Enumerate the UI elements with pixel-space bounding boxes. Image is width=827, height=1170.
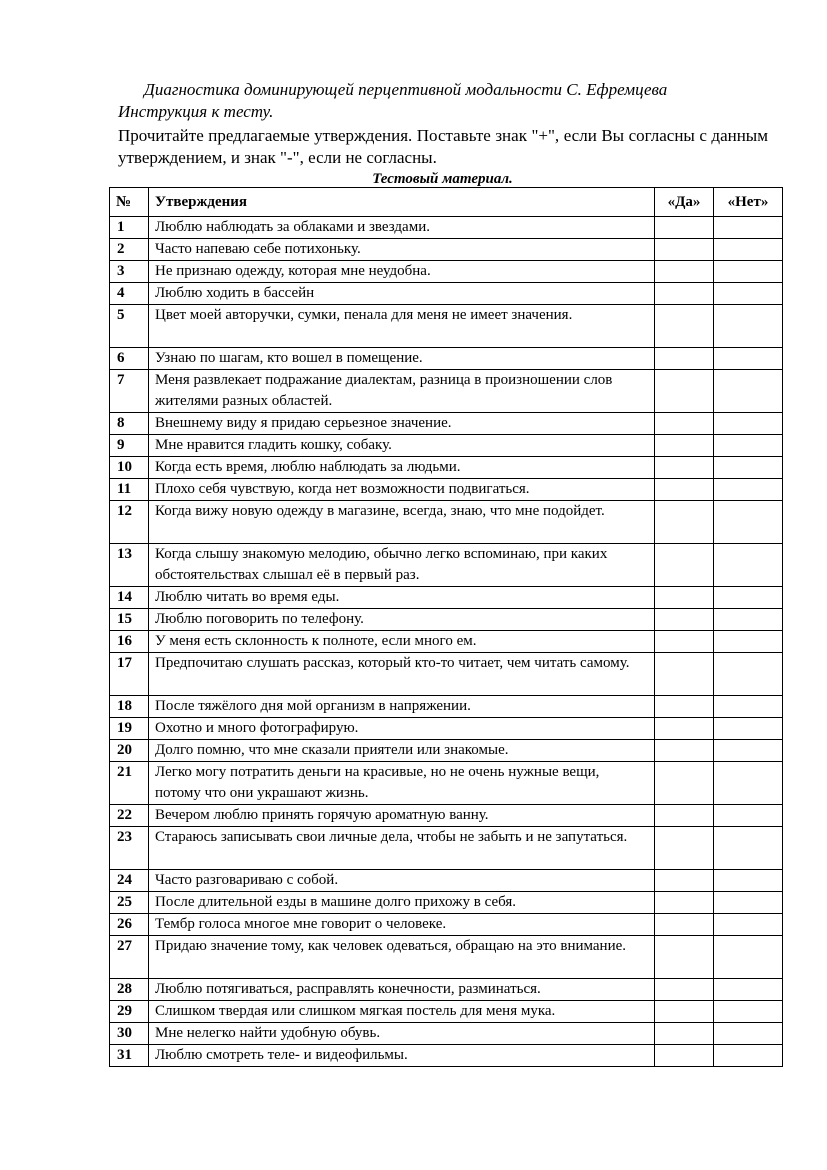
table-row <box>110 413 783 435</box>
table-row <box>110 1023 783 1045</box>
table-row <box>110 631 783 653</box>
row-number: 18 <box>110 696 149 718</box>
answer-no-cell[interactable] <box>714 457 783 479</box>
row-number: 27 <box>110 936 149 979</box>
row-number: 8 <box>110 413 149 435</box>
row-number: 24 <box>110 870 149 892</box>
table-body <box>110 217 783 1067</box>
table-row <box>110 1001 783 1023</box>
row-statement: Плохо себя чувствую, когда нет возможности подвигаться. <box>149 479 655 501</box>
row-number: 12 <box>110 501 149 544</box>
row-number: 6 <box>110 348 149 370</box>
answer-no-cell[interactable] <box>714 870 783 892</box>
row-number: 23 <box>110 827 149 870</box>
answer-no-cell[interactable] <box>714 609 783 631</box>
row-statement: Узнаю по шагам, кто вошел в помещение. <box>149 348 655 370</box>
answer-yes-cell[interactable] <box>655 239 714 261</box>
answer-no-cell[interactable] <box>714 587 783 609</box>
answer-yes-cell[interactable] <box>655 827 714 870</box>
questionnaire-table <box>109 187 783 1067</box>
answer-yes-cell[interactable] <box>655 1045 714 1067</box>
row-statement: Долго помню, что мне сказали приятели или знакомые. <box>149 740 655 762</box>
answer-yes-cell[interactable] <box>655 1001 714 1023</box>
table-caption: Тестовый материал. <box>372 171 513 187</box>
answer-no-cell[interactable] <box>714 740 783 762</box>
row-statement: У меня есть склонность к полноте, если много ем. <box>149 631 655 653</box>
answer-yes-cell[interactable] <box>655 479 714 501</box>
table-row <box>110 457 783 479</box>
row-statement: После тяжёлого дня мой организм в напряжении. <box>149 696 655 718</box>
table-row <box>110 762 783 805</box>
table-row <box>110 740 783 762</box>
row-statement: После длительной езды в машине долго прихожу в себя. <box>149 892 655 914</box>
row-statement: Стараюсь записывать свои личные дела, чтобы не забыть и не запутаться. <box>149 827 655 870</box>
row-statement: Легко могу потратить деньги на красивые, но не очень нужные вещи, потому что они украшают жизнь. <box>149 762 655 805</box>
answer-no-cell[interactable] <box>714 1045 783 1067</box>
table-row <box>110 544 783 587</box>
answer-no-cell[interactable] <box>714 805 783 827</box>
table-row <box>110 479 783 501</box>
row-number: 31 <box>110 1045 149 1067</box>
table-row <box>110 261 783 283</box>
row-statement: Охотно и много фотографирую. <box>149 718 655 740</box>
answer-no-cell[interactable] <box>714 261 783 283</box>
row-statement: Когда есть время, люблю наблюдать за людьми. <box>149 457 655 479</box>
answer-no-cell[interactable] <box>714 827 783 870</box>
answer-no-cell[interactable] <box>714 283 783 305</box>
answer-yes-cell[interactable] <box>655 1023 714 1045</box>
answer-no-cell[interactable] <box>714 936 783 979</box>
answer-no-cell[interactable] <box>714 1023 783 1045</box>
instruction-heading: Инструкция к тесту. <box>118 102 274 121</box>
row-number: 13 <box>110 544 149 587</box>
row-number: 7 <box>110 370 149 413</box>
row-statement: Внешнему виду я придаю серьезное значение. <box>149 413 655 435</box>
instruction-text: Прочитайте предлагаемые утверждения. Поставьте знак "+", если Вы согласны с данным утверждением, и знак "-", если не согласны. <box>118 126 768 167</box>
table-row <box>110 870 783 892</box>
answer-no-cell[interactable] <box>714 239 783 261</box>
table-row <box>110 501 783 544</box>
table-row <box>110 805 783 827</box>
row-statement: Люблю читать во время еды. <box>149 587 655 609</box>
answer-yes-cell[interactable] <box>655 305 714 348</box>
row-statement: Не признаю одежду, которая мне неудобна. <box>149 261 655 283</box>
table-row <box>110 979 783 1001</box>
row-number: 5 <box>110 305 149 348</box>
answer-no-cell[interactable] <box>714 1001 783 1023</box>
row-number: 17 <box>110 653 149 696</box>
answer-no-cell[interactable] <box>714 762 783 805</box>
row-statement: Мне нравится гладить кошку, собаку. <box>149 435 655 457</box>
row-statement: Люблю ходить в бассейн <box>149 283 655 305</box>
table-row <box>110 305 783 348</box>
row-statement: Вечером люблю принять горячую ароматную ванну. <box>149 805 655 827</box>
row-number: 3 <box>110 261 149 283</box>
table-row <box>110 435 783 457</box>
answer-yes-cell[interactable] <box>655 631 714 653</box>
row-number: 28 <box>110 979 149 1001</box>
row-number: 2 <box>110 239 149 261</box>
answer-no-cell[interactable] <box>714 631 783 653</box>
answer-no-cell[interactable] <box>714 892 783 914</box>
answer-yes-cell[interactable] <box>655 457 714 479</box>
answer-yes-cell[interactable] <box>655 892 714 914</box>
table-row <box>110 827 783 870</box>
row-statement: Меня развлекает подражание диалектам, разница в произношении слов жителями разных областей. <box>149 370 655 413</box>
table-row <box>110 1045 783 1067</box>
table-row <box>110 653 783 696</box>
answer-yes-cell[interactable] <box>655 740 714 762</box>
answer-no-cell[interactable] <box>714 435 783 457</box>
row-number: 20 <box>110 740 149 762</box>
answer-no-cell[interactable] <box>714 653 783 696</box>
row-statement: Люблю смотреть теле- и видеофильмы. <box>149 1045 655 1067</box>
answer-yes-cell[interactable] <box>655 370 714 413</box>
row-number: 26 <box>110 914 149 936</box>
row-statement: Мне нелегко найти удобную обувь. <box>149 1023 655 1045</box>
row-statement: Люблю потягиваться, расправлять конечности, разминаться. <box>149 979 655 1001</box>
row-statement: Тембр голоса многое мне говорит о человеке. <box>149 914 655 936</box>
row-statement: Часто разговариваю с собой. <box>149 870 655 892</box>
answer-no-cell[interactable] <box>714 217 783 239</box>
answer-yes-cell[interactable] <box>655 914 714 936</box>
answer-no-cell[interactable] <box>714 413 783 435</box>
table-row <box>110 936 783 979</box>
row-number: 15 <box>110 609 149 631</box>
row-number: 16 <box>110 631 149 653</box>
row-statement: Цвет моей авторучки, сумки, пенала для меня не имеет значения. <box>149 305 655 348</box>
answer-yes-cell[interactable] <box>655 348 714 370</box>
row-number: 9 <box>110 435 149 457</box>
table-row <box>110 217 783 239</box>
answer-yes-cell[interactable] <box>655 435 714 457</box>
row-number: 25 <box>110 892 149 914</box>
answer-yes-cell[interactable] <box>655 870 714 892</box>
column-header-statement: Утверждения <box>149 188 655 217</box>
answer-yes-cell[interactable] <box>655 587 714 609</box>
row-statement: Люблю поговорить по телефону. <box>149 609 655 631</box>
answer-yes-cell[interactable] <box>655 718 714 740</box>
row-number: 11 <box>110 479 149 501</box>
answer-yes-cell[interactable] <box>655 762 714 805</box>
column-header-no: «Нет» <box>714 188 783 217</box>
column-header-number: № <box>110 188 149 217</box>
column-header-yes: «Да» <box>655 188 714 217</box>
table-row <box>110 348 783 370</box>
row-number: 30 <box>110 1023 149 1045</box>
table-row <box>110 283 783 305</box>
answer-no-cell[interactable] <box>714 348 783 370</box>
answer-no-cell[interactable] <box>714 914 783 936</box>
row-statement: Люблю наблюдать за облаками и звездами. <box>149 217 655 239</box>
answer-no-cell[interactable] <box>714 305 783 348</box>
answer-no-cell[interactable] <box>714 479 783 501</box>
answer-yes-cell[interactable] <box>655 217 714 239</box>
table-row <box>110 892 783 914</box>
document-title: Диагностика доминирующей перцептивной модальности С. Ефремцева <box>144 80 668 99</box>
row-number: 1 <box>110 217 149 239</box>
answer-yes-cell[interactable] <box>655 283 714 305</box>
answer-yes-cell[interactable] <box>655 936 714 979</box>
row-statement: Слишком твердая или слишком мягкая постель для меня мука. <box>149 1001 655 1023</box>
row-number: 14 <box>110 587 149 609</box>
table-row <box>110 914 783 936</box>
table-row <box>110 370 783 413</box>
answer-yes-cell[interactable] <box>655 261 714 283</box>
row-number: 22 <box>110 805 149 827</box>
table-row <box>110 609 783 631</box>
row-statement: Когда вижу новую одежду в магазине, всегда, знаю, что мне подойдет. <box>149 501 655 544</box>
row-statement: Предпочитаю слушать рассказ, который кто-то читает, чем читать самому. <box>149 653 655 696</box>
answer-yes-cell[interactable] <box>655 805 714 827</box>
answer-yes-cell[interactable] <box>655 609 714 631</box>
row-statement: Часто напеваю себе потихоньку. <box>149 239 655 261</box>
table-row <box>110 587 783 609</box>
table-row <box>110 696 783 718</box>
row-statement: Придаю значение тому, как человек одеваться, обращаю на это внимание. <box>149 936 655 979</box>
answer-no-cell[interactable] <box>714 501 783 544</box>
answer-yes-cell[interactable] <box>655 653 714 696</box>
table-row <box>110 718 783 740</box>
row-number: 19 <box>110 718 149 740</box>
row-number: 21 <box>110 762 149 805</box>
row-statement: Когда слышу знакомую мелодию, обычно легко вспоминаю, при каких обстоятельствах слышал её в первый раз. <box>149 544 655 587</box>
table-header-row <box>110 188 783 217</box>
table-row <box>110 239 783 261</box>
answer-no-cell[interactable] <box>714 718 783 740</box>
answer-yes-cell[interactable] <box>655 501 714 544</box>
answer-yes-cell[interactable] <box>655 544 714 587</box>
row-number: 10 <box>110 457 149 479</box>
answer-yes-cell[interactable] <box>655 979 714 1001</box>
row-number: 4 <box>110 283 149 305</box>
row-number: 29 <box>110 1001 149 1023</box>
answer-no-cell[interactable] <box>714 370 783 413</box>
answer-no-cell[interactable] <box>714 979 783 1001</box>
answer-yes-cell[interactable] <box>655 696 714 718</box>
answer-no-cell[interactable] <box>714 696 783 718</box>
answer-no-cell[interactable] <box>714 544 783 587</box>
answer-yes-cell[interactable] <box>655 413 714 435</box>
